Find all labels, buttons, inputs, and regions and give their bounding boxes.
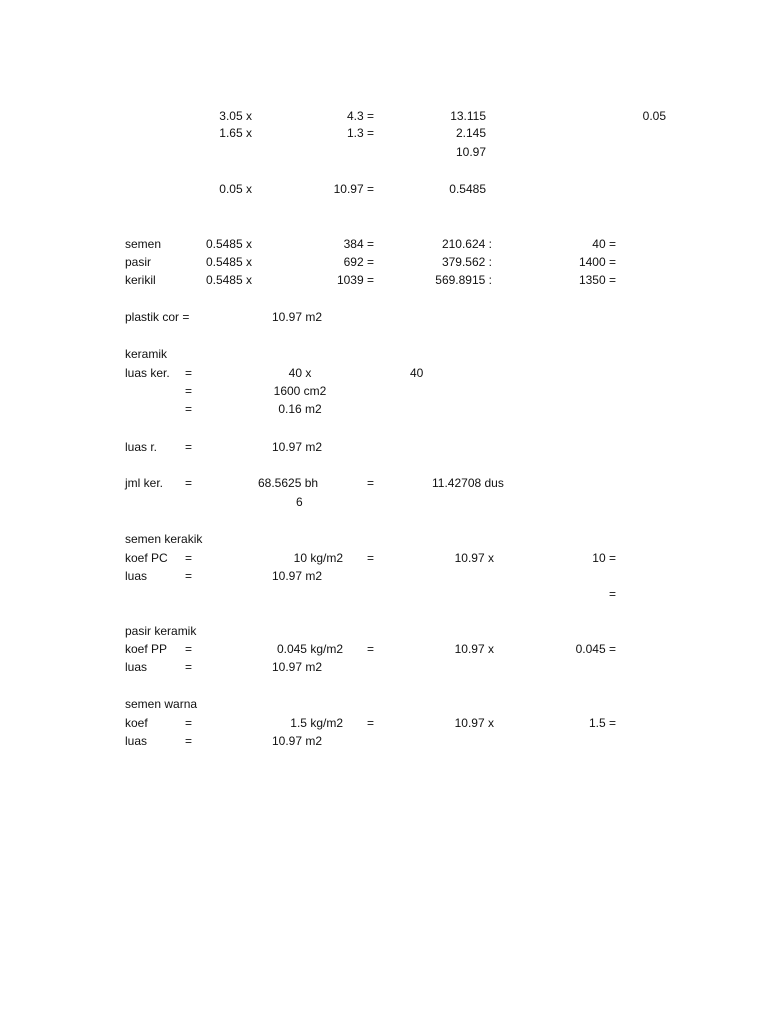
material-result: 379.562 :	[441, 255, 492, 269]
material-volume: 0.5485 x	[205, 255, 252, 269]
volume-area: 10.97 =	[333, 182, 374, 196]
pasir-keramik-eq: =	[185, 642, 193, 656]
material-coefficient: 384 =	[343, 237, 374, 251]
area-row2-width: 1.3 =	[346, 126, 374, 140]
material-name: pasir	[125, 255, 152, 269]
semen-warna-eq: =	[185, 734, 193, 748]
semen-warna-luas-label: luas	[125, 734, 148, 748]
semen-warna-eq2: =	[367, 716, 375, 730]
luas-r-label: luas r.	[125, 440, 158, 454]
volume-thickness: 0.05 x	[219, 182, 252, 196]
material-divisor: 1400 =	[578, 255, 616, 269]
keramik-cm2: 1600 cm2	[273, 384, 327, 398]
semen-keramik-koef: 10 kg/m2	[293, 551, 343, 565]
semen-warna-koef-label: koef	[125, 716, 148, 730]
material-divisor: 40 =	[592, 237, 616, 251]
jml-ker-label: jml ker.	[125, 476, 164, 490]
keramik-m2: 0.16 m2	[278, 402, 322, 416]
area-row2-area: 2.145	[455, 126, 486, 140]
keramik-luas-label: luas ker.	[125, 366, 170, 380]
pasir-keramik-eq2: =	[367, 642, 375, 656]
area-thickness: 0.05	[642, 109, 666, 123]
semen-keramik-luas-label: luas	[125, 569, 148, 583]
keramik-title: keramik	[125, 347, 168, 361]
semen-keramik-eq: =	[185, 551, 193, 565]
semen-warna-eq: =	[185, 716, 193, 730]
semen-keramik-factor: 10 =	[592, 551, 616, 565]
keramik-eq: =	[185, 366, 193, 380]
semen-warna-title: semen warna	[125, 697, 198, 711]
material-coefficient: 1039 =	[336, 273, 374, 287]
pasir-keramik-factor: 0.045 =	[575, 642, 616, 656]
pasir-keramik-title: pasir keramik	[125, 624, 197, 638]
material-result: 569.8915 :	[435, 273, 492, 287]
semen-keramik-eq: =	[185, 569, 193, 583]
semen-keramik-eq2: =	[367, 551, 375, 565]
plastik-value: 10.97 m2	[272, 310, 323, 324]
jml-ker-per-dus: 6	[296, 495, 303, 509]
jml-ker-eq2: =	[367, 476, 375, 490]
semen-warna-factor: 1.5 =	[588, 716, 616, 730]
semen-keramik-title: semen kerakik	[125, 532, 203, 546]
keramik-eq: =	[185, 402, 193, 416]
pasir-keramik-area: 10.97 x	[454, 642, 494, 656]
plastik-label: plastik cor =	[125, 310, 190, 324]
material-volume: 0.5485 x	[205, 273, 252, 287]
area-row2-length: 1.65 x	[219, 126, 252, 140]
pasir-keramik-koef-label: koef PP	[125, 642, 168, 656]
keramik-size-a: 40 x	[288, 366, 312, 380]
keramik-size-b: 40	[410, 366, 424, 380]
material-result: 210.624 :	[441, 237, 492, 251]
semen-warna-area: 10.97 x	[454, 716, 494, 730]
area-total: 10.97	[455, 145, 486, 159]
jml-ker-value: 68.5625 bh	[258, 476, 319, 490]
semen-warna-luas: 10.97 m2	[272, 734, 323, 748]
luas-r-value: 10.97 m2	[272, 440, 323, 454]
pasir-keramik-eq: =	[185, 660, 193, 674]
keramik-eq: =	[185, 384, 193, 398]
material-name: kerikil	[125, 273, 156, 287]
luas-r-eq: =	[185, 440, 193, 454]
material-coefficient: 692 =	[343, 255, 374, 269]
volume-result: 0.5485	[449, 182, 486, 196]
pasir-keramik-luas-label: luas	[125, 660, 148, 674]
material-divisor: 1350 =	[578, 273, 616, 287]
pasir-keramik-luas: 10.97 m2	[272, 660, 323, 674]
semen-keramik-luas: 10.97 m2	[272, 569, 323, 583]
material-volume: 0.5485 x	[205, 237, 252, 251]
area-row1-width: 4.3 =	[346, 109, 374, 123]
semen-keramik-koef-label: koef PC	[125, 551, 168, 565]
semen-keramik-trail-eq: =	[608, 587, 616, 601]
semen-warna-koef: 1.5 kg/m2	[290, 716, 343, 730]
material-name: semen	[125, 237, 162, 251]
jml-ker-eq: =	[185, 476, 193, 490]
area-row1-area: 13.115	[450, 109, 486, 123]
semen-keramik-area: 10.97 x	[454, 551, 494, 565]
jml-ker-dus: 11.42708 dus	[432, 476, 504, 490]
area-row1-length: 3.05 x	[219, 109, 252, 123]
pasir-keramik-koef: 0.045 kg/m2	[276, 642, 343, 656]
